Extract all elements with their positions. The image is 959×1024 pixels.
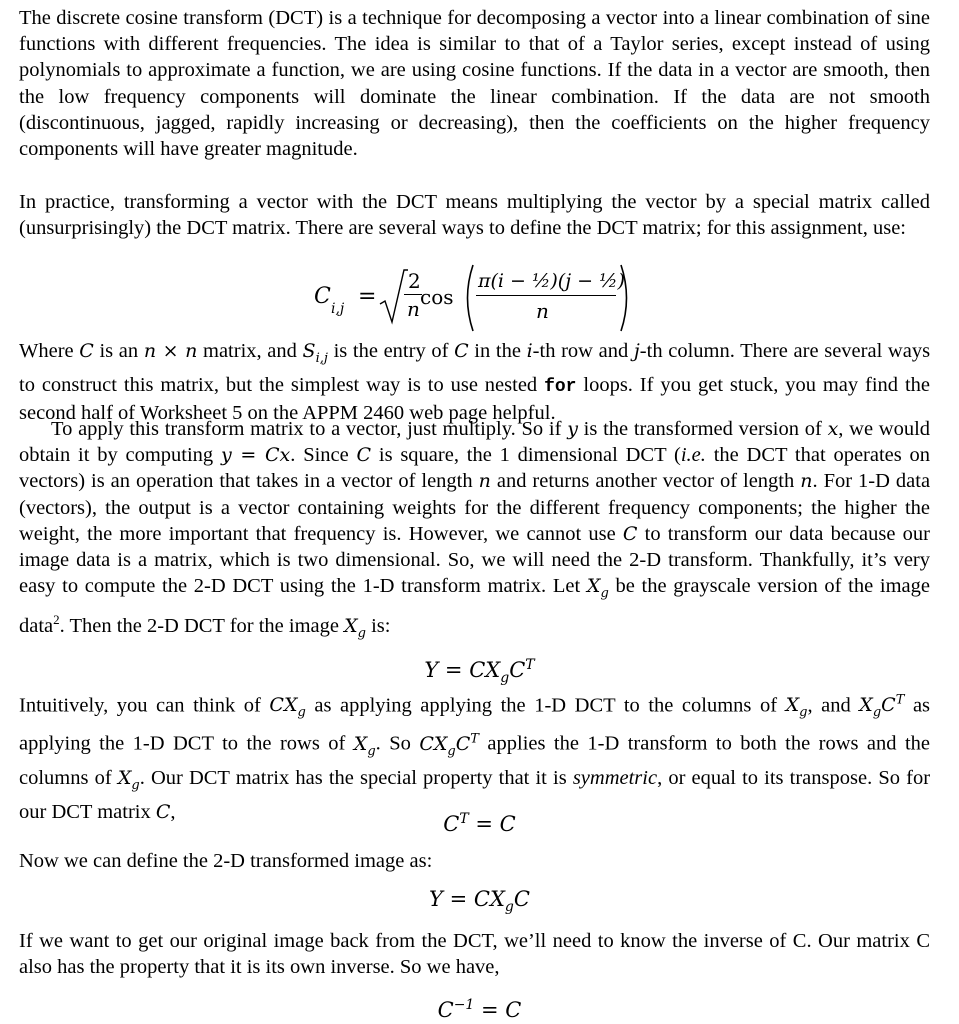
equation-y-cxgct: $Y = CX_gC^T$ bbox=[424, 657, 535, 687]
paragraph-matrix-entries: Where C is an n × n matrix, and $S_{i,j}$ is the entry of C in the i-th row and j-th column. There are several ways to construct this matrix, but the simplest way is to use nested for loops. If you get stuck, you may find the second half of Worksheet 5 on the APPM 2460 web page helpful. bbox=[19, 340, 931, 425]
equation-ct-equals-c: $C^T = C$ bbox=[443, 811, 516, 836]
paragraph-2d-transform: Now we can define the 2-D transformed image as: bbox=[19, 850, 433, 872]
sqrt-sign bbox=[378, 268, 408, 328]
cos-operator: cos bbox=[420, 285, 454, 309]
eq-equals: = bbox=[358, 284, 377, 309]
equation-c-inverse: $C^{-1} = C$ bbox=[437, 997, 522, 1022]
paragraph-dct-matrix: In practice, transforming a vector with the DCT means multiplying the vector by a special matrix called (unsurprisingly) the DCT matrix. There are several ways to define the DCT matrix; for this assignment, use: bbox=[19, 191, 930, 240]
fraction-numerator: π(i − ½)(j − ½) bbox=[478, 270, 625, 292]
paragraph-intro: The discrete cosine transform (DCT) is a technique for decomposing a vector into a linear combination of sine functions with different frequencies. The idea is similar to that of a Taylor series, except instead of using polynomials to approximate a function, we are using cosine functions. If the data in a vector are smooth, then the low frequency components will dominate the linear combination. If the data are not smooth (discontinuous, jagged, rapidly increasing or decreasing), then the coefficients on the higher frequency components will have greater magnitude. bbox=[19, 7, 930, 161]
sqrt-numerator: 2 bbox=[408, 269, 421, 293]
fraction-denominator: n bbox=[536, 299, 549, 323]
eq-lhs-sub: i,j bbox=[331, 301, 345, 317]
footnote-marker: 2 bbox=[53, 612, 60, 628]
equation-y-cxgc: $Y = CX_gC$ bbox=[429, 887, 530, 916]
fraction-bar bbox=[476, 295, 616, 296]
equation-dct-definition bbox=[300, 262, 640, 334]
right-paren bbox=[618, 264, 634, 332]
eq-lhs: C bbox=[314, 284, 331, 309]
paragraph-intuition: Intuitively, you can think of $CX_g$ as applying applying the 1-D DCT to the columns of $X_g$, and $X_gC^T$ as applying the 1-D DCT to the rows of $X_g$. So $CX_gC^T$ applies the 1-D transform to both the rows and the columns of $X_g$. Our DCT matrix has the special property that it is symmetric, or equal to its transpose. So for our DCT matrix C, bbox=[19, 693, 931, 823]
paragraph-apply-transform: To apply this transform matrix to a vector, just multiply. So if y is the transformed version of x, we would obtain it by computing y = Cx. Since C is square, the 1 dimensional DCT (i.e. the DCT that operates on vectors) is an operation that takes in a vector of length n and returns another vector of length n. For 1-D data (vectors), the output is a vector containing weights for the different frequency components; the higher the weight, the more important that frequency is. However, we cannot use C to transform our data because our image data is a matrix, which is two dimensional. So, we will need the 2-D transform. Thankfully, it’s very easy to compute the 2-D DCT using the 1-D transform matrix. Let $X_g$ be the grayscale version of the image data$^2$. Then the 2-D DCT for the image $X_g$ is: bbox=[19, 418, 931, 641]
sqrt-denominator: n bbox=[407, 297, 420, 321]
paragraph-inverse: If we want to get our original image back from the DCT, we’ll need to know the inverse of C. Our matrix C also has the property that it is its own inverse. So we have, bbox=[19, 930, 930, 979]
left-paren bbox=[460, 264, 476, 332]
code-for-keyword: for bbox=[544, 377, 577, 397]
